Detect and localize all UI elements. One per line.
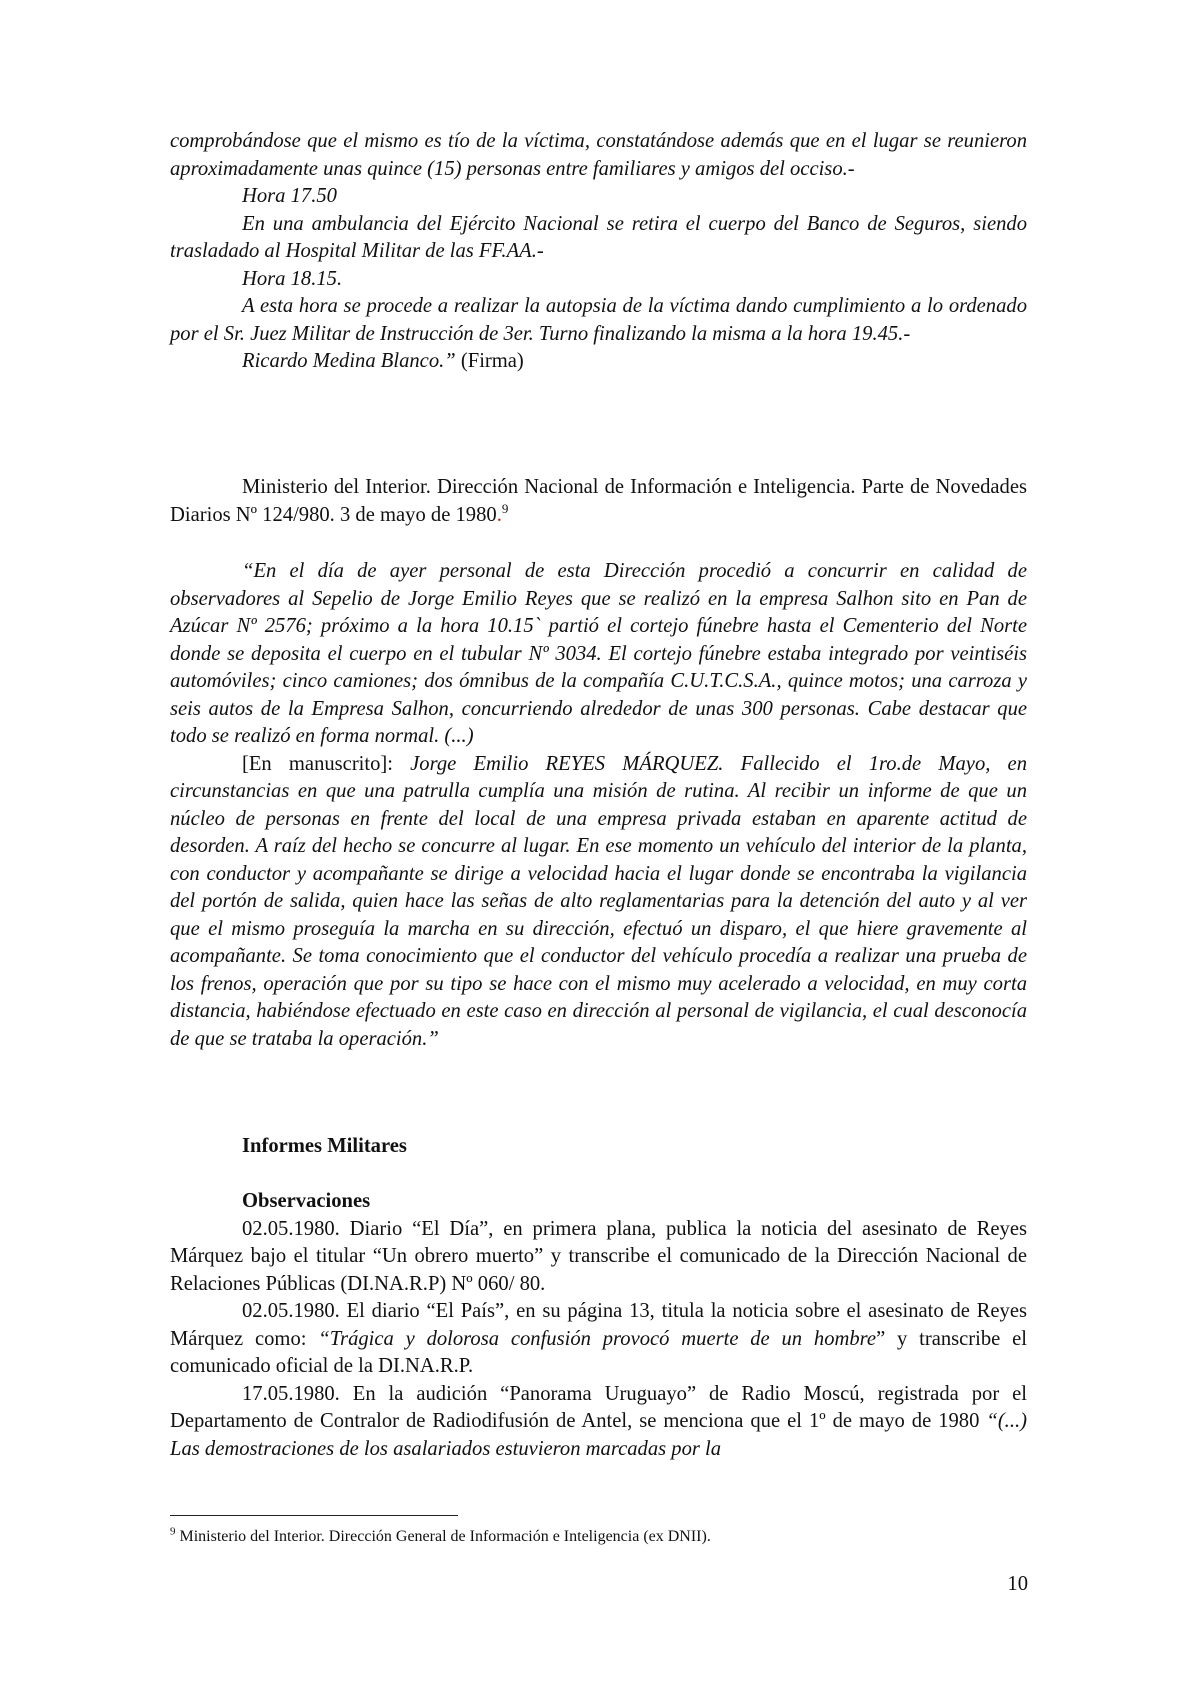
signature-name: Ricardo Medina Blanco.” bbox=[242, 350, 456, 372]
report-time: Hora 17.50 bbox=[242, 185, 337, 207]
observation-quote: “(...) Las demostraciones de los asalariados estuvieron marcadas por la bbox=[170, 1410, 1027, 1460]
observation-quote: “Trágica y dolorosa confusión provocó muerte de un hombre bbox=[318, 1327, 877, 1350]
observation-text: 02.05.1980. El diario “El País”, en su página 13, titula la noticia sobre el asesinato de Reyes Márquez como: bbox=[170, 1300, 1027, 1350]
citation-period: . bbox=[496, 503, 502, 526]
report-paragraph: En una ambulancia del Ejército Nacional se retira el cuerpo del Banco de Seguros, siendo trasladado al Hospital Militar de las FF.AA.- bbox=[170, 212, 1027, 262]
section-heading: Informes Militares bbox=[242, 1135, 407, 1157]
quote-block bbox=[170, 558, 1027, 1053]
quote-paragraph-handwritten bbox=[170, 751, 1027, 1054]
heading-block-1 bbox=[170, 1133, 1027, 1161]
handwritten-text: Jorge Emilio REYES MÁRQUEZ. Fallecido el 1ro.de Mayo, en circunstancias en que una patrulla cumplía una misión de rutina. Al recibir un informe de que un núcleo de personas en frente del local de una empresa privada estaban en aparente actitud de desorden. A raíz del hecho se concurre al lugar. En ese momento un vehículo del interior de la planta, con conductor y acompañante se dirige a velocidad hacia el lugar donde se encontraba la vigilancia del portón de salida, quien hace las señas de alto reglamentarias para la detención del auto y al ver que el mismo proseguía la marcha en su dirección, efectuó un disparo, el que hiere gravemente al acompañante. Se toma conocimiento que el conductor del vehículo procedía a realizar una prueba de los frenos, operación que por su tipo se hace con el mismo muy acelerado a velocidad, en muy corta distancia, habiéndose efectuado en este caso en dirección al personal de vigilancia, el cual desconocía de que se trataba la operación.” bbox=[170, 752, 1027, 1050]
signature-note: (Firma) bbox=[455, 350, 524, 372]
quote-paragraph: “En el día de ayer personal de esta Dirección procedió a concurrir en calidad de observadores al Sepelio de Jorge Emilio Reyes que se realizó en la empresa Salhon sito en Pan de Azúcar Nº 2576; próximo a la hora 10.15` partió el cortejo fúnebre hasta el Cementerio del Norte donde se deposita el cuerpo en el tubular Nº 3034. El cortejo fúnebre estaba integrado por veintiséis automóviles; cinco camiones; dos ómnibus de la compañía C.U.T.C.S.A., quince motos; una carroza y seis autos de la Empresa Salhon, concurriendo alrededor de unas 300 personas. Cabe destacar que todo se realizó en forma normal. (...) bbox=[170, 560, 1027, 747]
report-paragraph: comprobándose que el mismo es tío de la víctima, constatándose además que en el lugar se reunieron aproximadamente unas quince (15) personas entre familiares y amigos del occiso.- bbox=[170, 130, 1027, 180]
report-paragraph: A esta hora se procede a realizar la autopsia de la víctima dando cumplimiento a lo ordenado por el Sr. Juez Militar de Instrucción de 3er. Turno finalizando la misma a la hora 19.45.- bbox=[170, 295, 1027, 345]
page-number: 10 bbox=[1007, 1573, 1028, 1595]
observation-paragraph: 02.05.1980. Diario “El Día”, en primera plana, publica la noticia del asesinato de Reyes Márquez bajo el titular “Un obrero muerto” y transcribe el comunicado de la Dirección Nacional de Relaciones Públicas (DI.NA.R.P) Nº 060/ 80. bbox=[170, 1217, 1027, 1295]
observation-text: 17.05.1980. En la audición “Panorama Uruguayo” de Radio Moscú, registrada por el Departamento de Contralor de Radiodifusión de Antel, se menciona que el 1º de mayo de 1980 bbox=[170, 1382, 1027, 1432]
footnote-divider bbox=[170, 1515, 458, 1516]
handwritten-label: [En manuscrito]: bbox=[242, 752, 411, 775]
citation-block bbox=[170, 474, 1027, 529]
observation-paragraph bbox=[170, 1381, 1027, 1464]
observations-block bbox=[170, 1188, 1027, 1463]
citation-text: Ministerio del Interior. Dirección Nacional de Información e Inteligencia. Parte de Novedades Diarios Nº 124/980. 3 de mayo de 1980 bbox=[170, 476, 1027, 526]
autopsy-report-block bbox=[170, 128, 1027, 376]
footnote-text: Ministerio del Interior. Dirección General de Información e Inteligencia (ex DNII). bbox=[175, 1528, 711, 1545]
footnote-number: 9 bbox=[170, 1525, 176, 1538]
report-time: Hora 18.15. bbox=[242, 267, 343, 290]
observation-text: ” y transcribe el comunicado oficial de la DI.NA.R.P. bbox=[170, 1327, 1027, 1377]
footnote bbox=[170, 1526, 1027, 1548]
report-signature bbox=[170, 348, 1027, 376]
footnote-reference: 9 bbox=[501, 500, 509, 516]
citation-paragraph bbox=[170, 474, 1027, 529]
section-heading: Observaciones bbox=[242, 1190, 371, 1212]
observation-paragraph bbox=[170, 1298, 1027, 1381]
